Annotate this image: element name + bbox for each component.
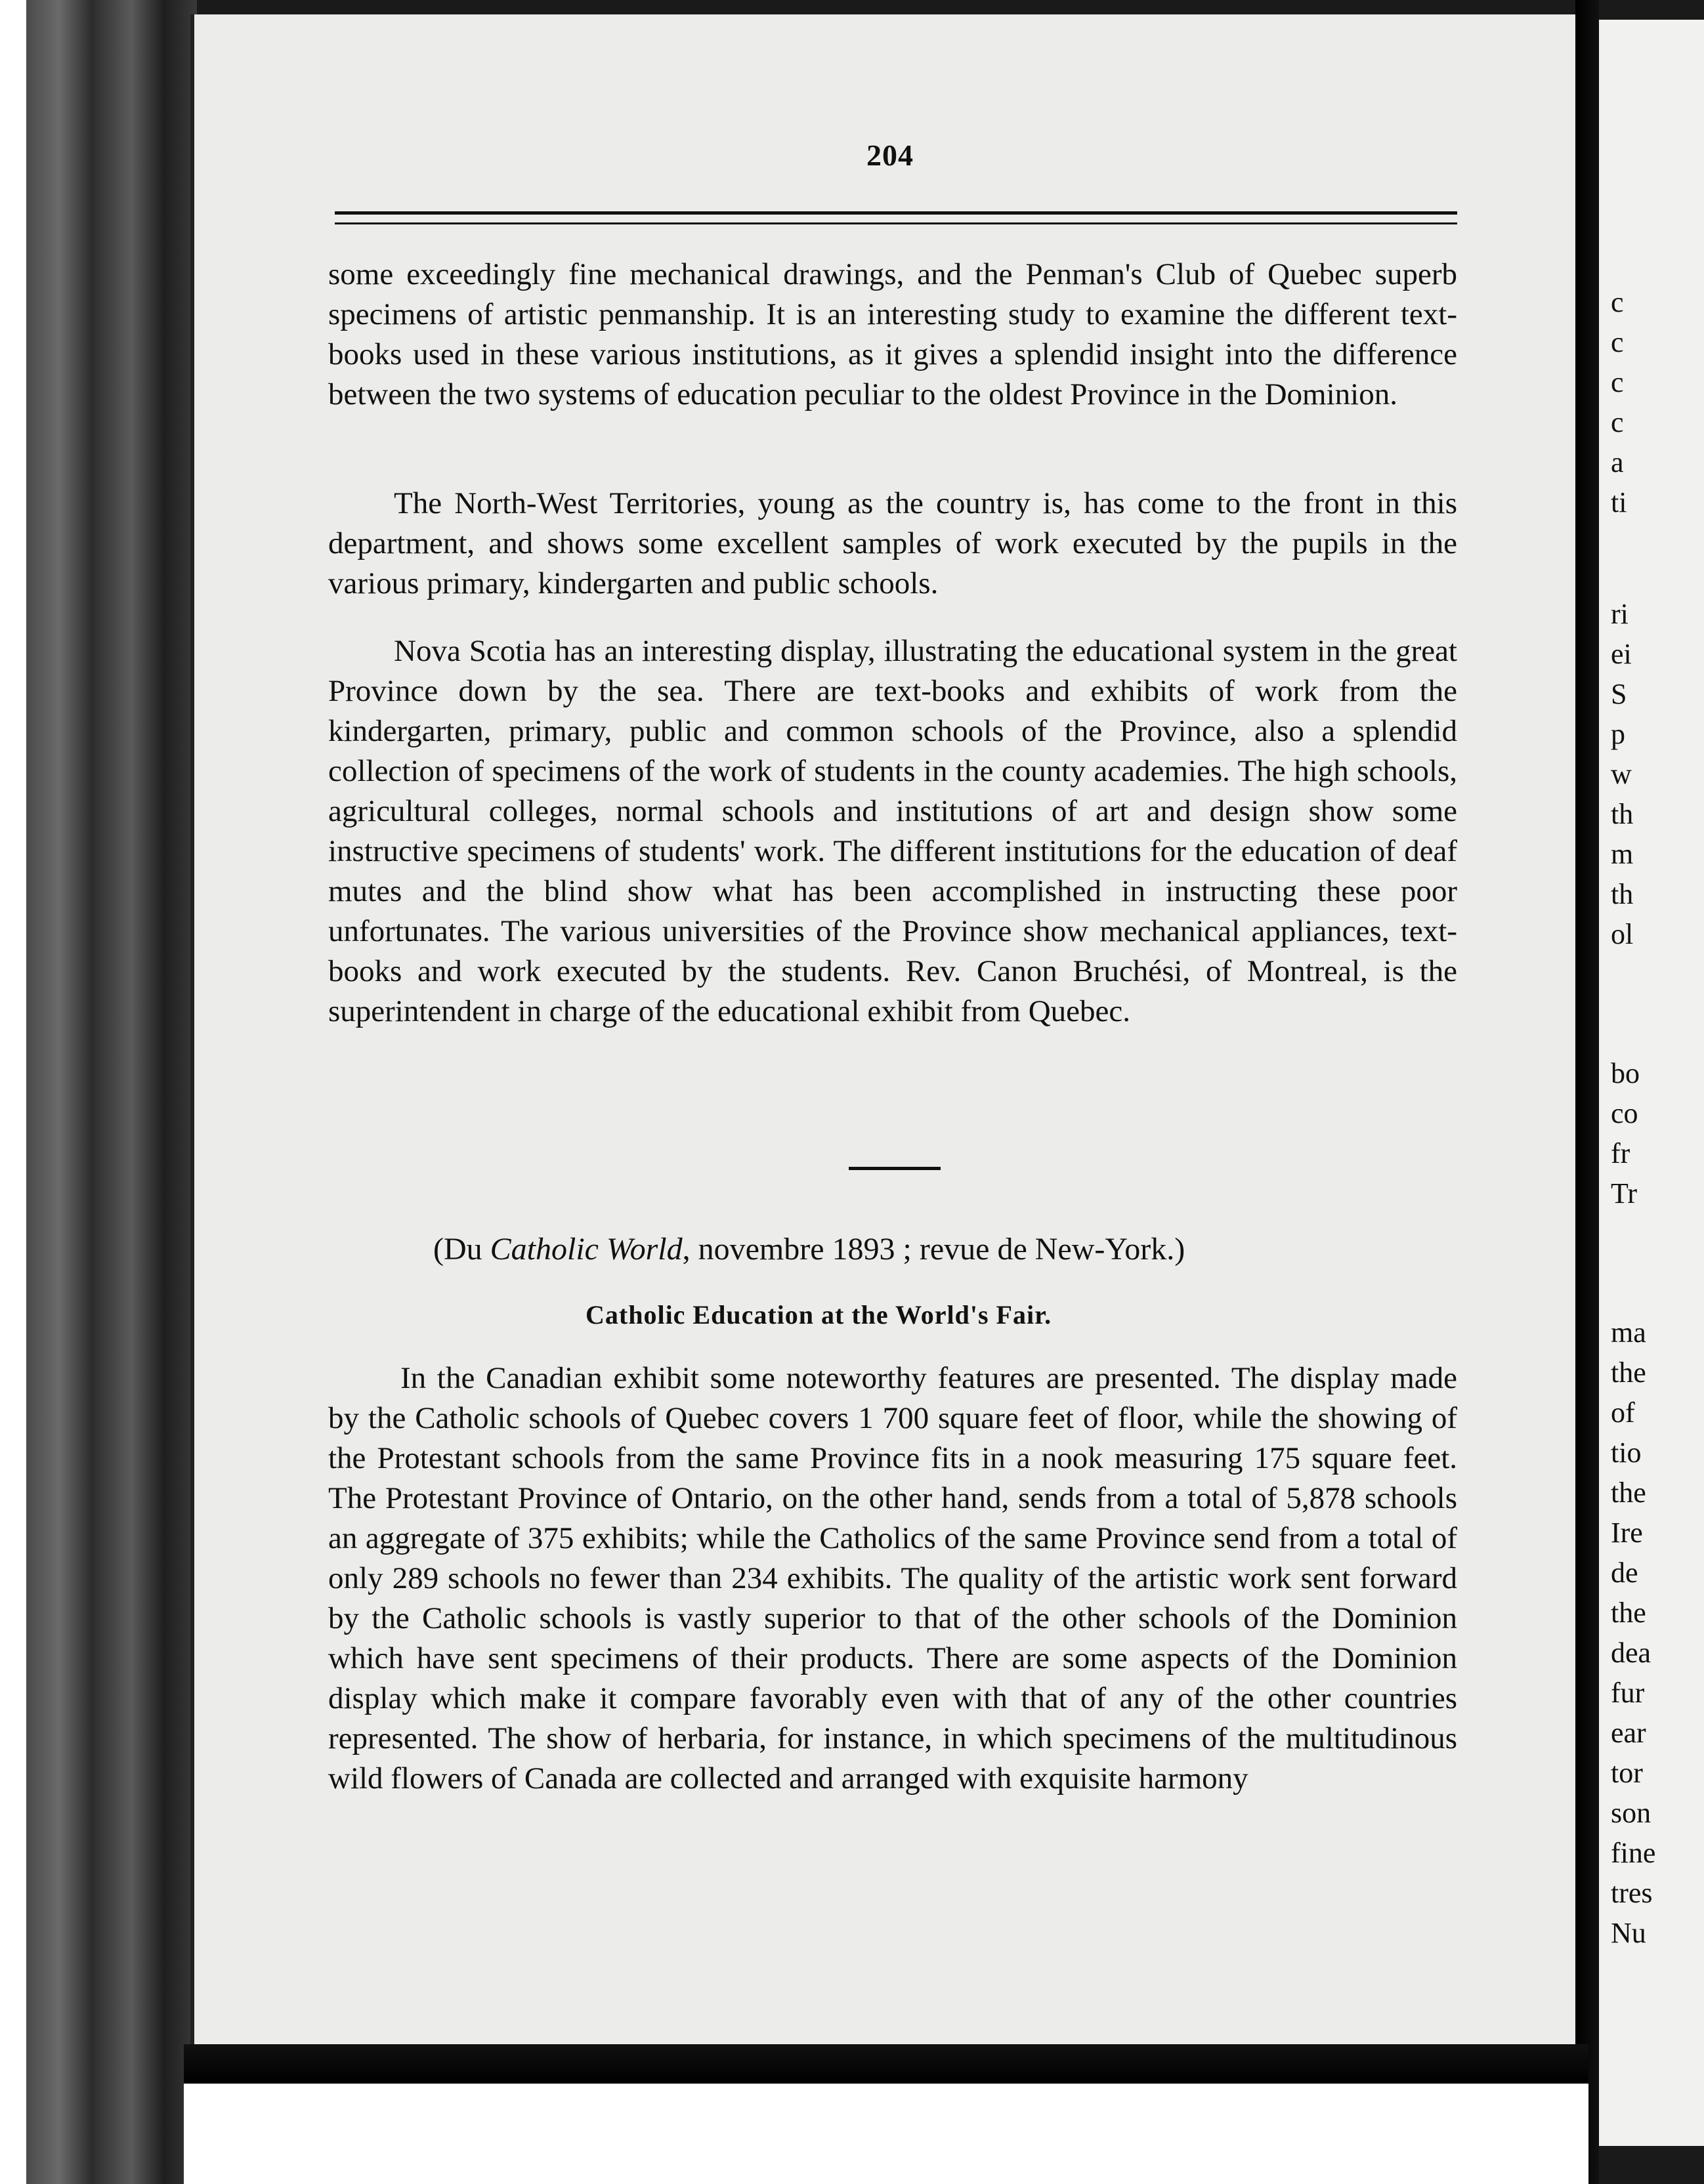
paragraph: Nova Scotia has an interesting display, illustrating the educational system in the great Province down by the sea. There are text-books and exhibits of work from the kindergarten, primary, public and common schools of the Province, also a splendid collection of specimens of the work of students in the county academies. The high schools, agricultural colleges, normal schools and institutions of art and design show some instructive specimens of students' work. The different institutions for the education of deaf mutes and the blind show what has been accomplished in instructing these poor unfortunates. The various universities of the Province show mechanical appliances, text-books and work executed by the students. Rev. Canon Bruchési, of Montreal, is the superintendent in charge of the educational exhibit from Quebec.	[328, 634, 1457, 1028]
edge-text: Ire	[1611, 1517, 1643, 1549]
article-body: In the Canadian exhibit some noteworthy features are presented. The display made by the Catholic schools of Quebec covers 1 700 square feet of floor, while the showing of the Protestant schools from the same Province fits in a nook measuring 175 square feet. The Protestant Province of Ontario, on the other hand, sends from a total of 5,878 schools an aggregate of 375 exhibits; while the Catholics of the same Province send from a total of only 289 schools no fewer than 234 exhibits. The quality of the artistic work sent forward by the Catholic schools is vastly superior to that of the other schools of the Dominion which have sent specimens of their products. There are some aspects of the Dominion display which make it compare favorably even with that of any of the other countries represented. The show of herbaria, for instance, in which specimens of the multitudinous wild flowers of Canada are collected and arranged with exquisite harmony	[328, 1361, 1457, 1796]
edge-text: of	[1611, 1396, 1635, 1429]
source-citation	[433, 1231, 1365, 1267]
edge-text: bo	[1611, 1057, 1640, 1089]
edge-text: Nu	[1611, 1917, 1646, 1949]
edge-text: ear	[1611, 1717, 1646, 1749]
edge-text: Tr	[1611, 1177, 1637, 1209]
edge-text: c	[1611, 286, 1624, 318]
section-divider	[849, 1167, 941, 1170]
edge-text: p	[1611, 718, 1625, 750]
edge-text: ol	[1611, 918, 1634, 950]
edge-text: son	[1611, 1797, 1651, 1829]
edge-text: a	[1611, 446, 1624, 478]
edge-text: w	[1611, 758, 1632, 790]
edge-text: the	[1611, 1477, 1646, 1509]
edge-text: de	[1611, 1557, 1638, 1589]
edge-text: th	[1611, 878, 1634, 910]
edge-text: c	[1611, 366, 1624, 398]
edge-text: ma	[1611, 1316, 1646, 1349]
header-rule	[335, 211, 1457, 224]
edge-text: tio	[1611, 1437, 1642, 1469]
article-title: Catholic Education at the World's Fair.	[586, 1300, 1052, 1330]
edge-text: tres	[1611, 1877, 1653, 1909]
paragraph: some exceedingly fine mechanical drawings, and the Penman's Club of Quebec superb specimens of artistic penmanship. It is an interesting study to examine the different text-books used in these various institutions, as it gives a splendid insight into the difference between the two systems of education peculiar to the oldest Province in the Dominion.	[328, 257, 1457, 411]
page-bottom-shadow	[184, 2044, 1588, 2184]
source-suffix: , novembre 1893 ; revue de New-York.)	[682, 1232, 1185, 1267]
page-number: 204	[866, 138, 914, 172]
book-binding	[0, 0, 197, 2184]
source-publication: Catholic World	[490, 1232, 683, 1267]
edge-text: S	[1611, 678, 1627, 710]
edge-text: co	[1611, 1097, 1638, 1129]
edge-text: ri	[1611, 598, 1629, 630]
edge-text: fur	[1611, 1677, 1645, 1709]
edge-text: the	[1611, 1597, 1646, 1629]
edge-text: fine	[1611, 1837, 1656, 1869]
edge-text: ei	[1611, 638, 1632, 670]
edge-text: the	[1611, 1356, 1646, 1389]
edge-text: th	[1611, 798, 1634, 830]
edge-text: ti	[1611, 486, 1627, 518]
source-prefix: (Du	[433, 1232, 490, 1267]
edge-text: c	[1611, 326, 1624, 358]
page-gutter	[1575, 0, 1599, 2184]
adjacent-page-edge	[1599, 20, 1704, 2146]
paragraph: The North-West Territories, young as the country is, has come to the front in this department, and shows some excellent samples of work executed by the pupils in the various primary, kindergarten and public schools.	[328, 486, 1457, 600]
edge-text: m	[1611, 838, 1634, 870]
edge-text: fr	[1611, 1137, 1630, 1169]
edge-text: tor	[1611, 1757, 1643, 1789]
edge-text: dea	[1611, 1637, 1651, 1669]
edge-text: c	[1611, 406, 1624, 438]
